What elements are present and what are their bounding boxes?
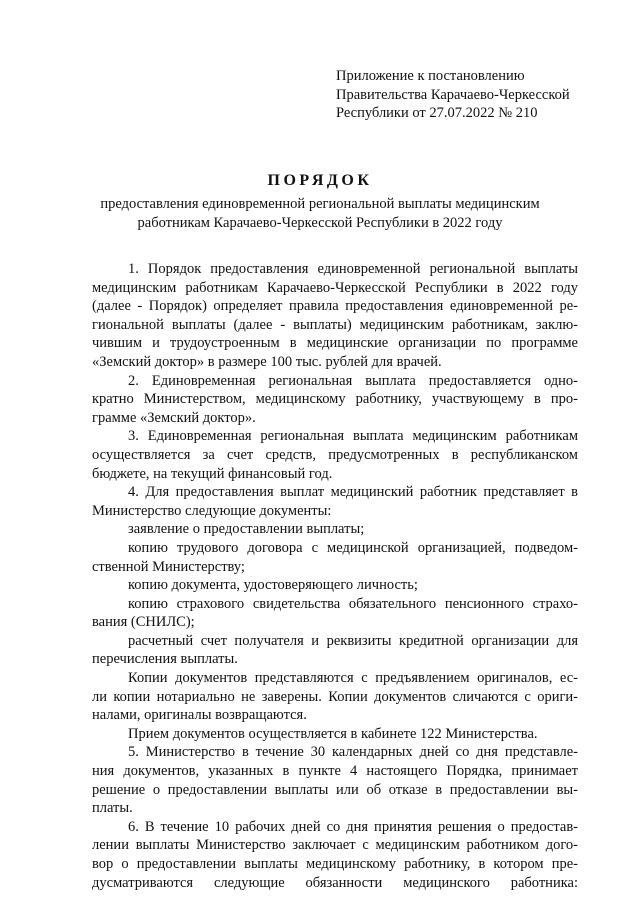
- text-line: лении выплаты Министерство заключает с медицинским работником дого-: [92, 837, 578, 854]
- text-line: 5. Министерство в течение 30 календарных дней со дня представле-: [128, 744, 578, 761]
- text-line: Министерство следующие документы:: [92, 502, 332, 519]
- text-line: 1. Порядок предоставления единовременной региональной выплаты: [128, 261, 578, 277]
- text-line: платы.: [92, 800, 133, 817]
- text-line: дусматриваются следующие обязанности медицинского работника:: [92, 874, 578, 891]
- text-line: бюджете, на текущий финансовый год.: [92, 465, 333, 482]
- document-subtitle: [0, 195, 640, 232]
- text-line: Прием документов осуществляется в кабинете 122 Министерства.: [128, 725, 538, 742]
- text-line: вор о предоставлении выплаты медицинскому работнику, в котором пре-: [92, 856, 578, 872]
- appendix-line: Правительства Карачаево-Черкесской: [336, 86, 570, 103]
- text-line: ственной Министерству;: [92, 558, 245, 575]
- subtitle-line: работникам Карачаево-Черкесской Республики в 2022 году: [137, 214, 503, 231]
- text-line: копию страхового свидетельства обязательного пенсионного страхо-: [128, 595, 578, 612]
- text-line: налами, оригиналы возвращаются.: [92, 707, 307, 724]
- text-line: осуществляется за счет средств, предусмотренных в республиканском: [92, 446, 578, 463]
- text-line: ли копии нотариально не заверены. Копии документов сличаются с ориги-: [92, 688, 578, 705]
- text-line: кратно Министерством, медицинскому работнику, участвующему в про-: [92, 391, 578, 408]
- text-line: расчетный счет получателя и реквизиты кредитной организации для: [128, 632, 578, 649]
- text-line: Копии документов представляются с предъявлением оригиналов, ес-: [128, 670, 578, 687]
- text-line: копию трудового договора с медицинской организацией, подведом-: [128, 539, 578, 556]
- text-line: гиональной выплаты (далее - выплаты) медицинским работникам, заклю-: [92, 316, 578, 333]
- text-line: решение о предоставлении выплаты или об отказе в предоставлении вы-: [92, 781, 578, 798]
- text-line: заявление о предоставлении выплаты;: [128, 521, 365, 538]
- text-line: вания (СНИЛС);: [92, 614, 195, 631]
- appendix-line: Приложение к постановлению: [336, 68, 525, 84]
- text-line: 4. Для предоставления выплат медицинский работник представляет в: [128, 484, 578, 501]
- text-line: (далее - Порядок) определяет правила предоставления единовременной ре-: [92, 298, 578, 315]
- appendix-line: Республики от 27.07.2022 № 210: [336, 105, 538, 121]
- text-line: 6. В течение 10 рабочих дней со дня принятия решения о предостав-: [128, 818, 578, 835]
- text-line: медицинским работникам Карачаево-Черкесской Республики в 2022 году: [92, 279, 578, 296]
- text-line: перечисления выплаты.: [92, 651, 238, 668]
- subtitle-line: предоставления единовременной региональной выплаты медицинским: [100, 196, 540, 212]
- text-line: ния документов, указанных в пункте 4 настоящего Порядка, принимает: [92, 763, 578, 780]
- appendix-header: [336, 67, 570, 123]
- text-line: 2. Единовременная региональная выплата предоставляется одно-: [128, 372, 578, 389]
- document-title: ПОРЯДОК: [267, 172, 373, 189]
- text-line: «Земский доктор» в размере 100 тыс. рублей для врачей.: [92, 353, 442, 370]
- text-line: копию документа, удостоверяющего личность;: [128, 577, 418, 594]
- text-line: 3. Единовременная региональная выплата медицинским работникам: [128, 428, 578, 445]
- text-line: грамме «Земский доктор».: [92, 409, 256, 426]
- document-body: [92, 260, 578, 892]
- text-line: чившим и трудоустроенным в медицинские организации по программе: [92, 335, 578, 352]
